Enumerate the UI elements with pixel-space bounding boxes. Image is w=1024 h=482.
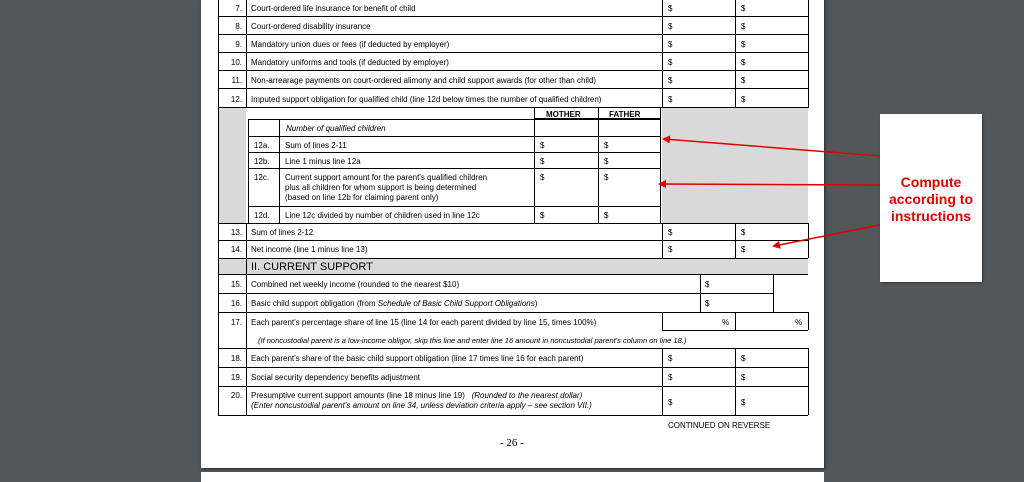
line-label: Sum of lines 2-12 [251, 228, 314, 237]
father-amount-field[interactable]: $ [741, 76, 746, 85]
line-number: 12. [230, 95, 242, 104]
mother-amount-field[interactable]: $ [668, 95, 673, 104]
line-label: Combined net weekly income (rounded to the nearest $10) [251, 280, 460, 289]
line-label: Mandatory uniforms and tools (if deducted by employer) [251, 58, 449, 67]
father-amount-field[interactable]: $ [604, 157, 609, 166]
line-number: 15. [230, 280, 242, 289]
mother-amount-field[interactable]: $ [668, 398, 673, 407]
mother-amount-field[interactable]: $ [668, 76, 673, 85]
line-label: Social security dependency benefits adjustment [251, 373, 420, 382]
mother-amount-field[interactable]: $ [668, 373, 673, 382]
father-percent-field[interactable]: % [795, 318, 803, 327]
line-label: Each parent's share of the basic child support obligation (line 17 times line 16 for each parent) [251, 354, 584, 363]
father-amount-field[interactable]: $ [604, 141, 609, 150]
line-label: Presumptive current support amounts (line 18 minus line 19) (Rounded to the nearest dollar) [251, 391, 583, 400]
subline-label: plus all children for whom support is being determined [285, 183, 477, 192]
section-title: II. CURRENT SUPPORT [251, 261, 373, 273]
father-amount-field[interactable]: $ [604, 173, 609, 182]
line-label: Net income (line 1 minus line 13) [251, 245, 368, 254]
mother-percent-field[interactable]: % [722, 318, 730, 327]
line-number: 10. [230, 58, 242, 67]
line-number: 20. [230, 391, 242, 400]
father-amount-field[interactable]: $ [741, 354, 746, 363]
line-number: 19. [230, 373, 242, 382]
subline-label: Sum of lines 2-11 [285, 141, 347, 150]
father-amount-field[interactable]: $ [741, 228, 746, 237]
father-amount-field[interactable]: $ [741, 95, 746, 104]
mother-amount-field[interactable]: $ [540, 211, 545, 220]
continued-note: CONTINUED ON REVERSE [668, 421, 771, 430]
line-label: Basic child support obligation (from Schedule of Basic Child Support Obligations) [251, 299, 538, 308]
mother-amount-field[interactable]: $ [668, 22, 673, 31]
subline-number: 12b. [254, 157, 270, 166]
mother-amount-field[interactable]: $ [668, 58, 673, 67]
line-number: 13. [230, 228, 242, 237]
line-number: 7. [235, 4, 242, 13]
father-amount-field[interactable]: $ [741, 245, 746, 254]
mother-amount-field[interactable]: $ [668, 4, 673, 13]
father-amount-field[interactable]: $ [741, 22, 746, 31]
father-amount-field[interactable]: $ [741, 40, 746, 49]
page-number: - 26 - [500, 437, 524, 449]
arrow-to-12 [664, 139, 880, 156]
mother-amount-field[interactable]: $ [540, 157, 545, 166]
line-note: (If noncustodial parent is a low-income obligor, skip this line and enter line 16 amount in noncustodial parent's column on line 18.) [258, 336, 687, 345]
subline-number: 12a. [254, 141, 270, 150]
line-label: Each parent's percentage share of line 15 (line 14 for each parent divided by line 15, times 100%) [251, 318, 597, 327]
father-amount-field[interactable]: $ [741, 373, 746, 382]
subline-label: Line 12c divided by number of children used in line 12c [285, 211, 480, 220]
subline-label: (based on line 12b for claiming parent only) [285, 193, 439, 202]
line-number: 18. [230, 354, 242, 363]
mother-amount-field[interactable]: $ [540, 173, 545, 182]
annotation-text: Compute according to instructions [888, 174, 973, 224]
line-number: 8. [235, 22, 242, 31]
line-label: Non-arrearage payments on court-ordered alimony and child support awards (for other than child) [251, 76, 597, 85]
line-note: (Enter noncustodial parent's amount on line 34, unless deviation criteria apply – see section VII.) [251, 401, 592, 410]
arrow-to-12c [660, 184, 880, 185]
father-amount-field[interactable]: $ [741, 58, 746, 67]
subline-label: Line 1 minus line 12a [285, 157, 361, 166]
combined-amount-field[interactable]: $ [705, 280, 710, 289]
mother-amount-field[interactable]: $ [668, 245, 673, 254]
line-label: Court-ordered disability insurance [251, 22, 371, 31]
mother-amount-field[interactable]: $ [668, 354, 673, 363]
subline-number: 12c. [254, 173, 270, 182]
mother-amount-field[interactable]: $ [668, 228, 673, 237]
subline-label: Current support amount for the parent's qualified children [285, 173, 488, 182]
combined-amount-field[interactable]: $ [705, 299, 710, 308]
father-column-header: FATHER [609, 110, 641, 119]
subline-number: 12d. [254, 211, 270, 220]
qualified-children-label: Number of qualified children [286, 124, 386, 133]
father-amount-field[interactable]: $ [604, 211, 609, 220]
mother-amount-field[interactable]: $ [540, 141, 545, 150]
line-label: Mandatory union dues or fees (if deducted by employer) [251, 40, 450, 49]
line-number: 16. [230, 299, 242, 308]
line-number: 11. [231, 76, 242, 85]
line-number: 9. [235, 40, 242, 49]
father-amount-field[interactable]: $ [741, 4, 746, 13]
line-label: Imputed support obligation for qualified child (line 12d below times the number of qualified children) [251, 95, 602, 104]
line-number: 14. [230, 245, 242, 254]
line-number: 17. [230, 318, 242, 327]
father-amount-field[interactable]: $ [741, 398, 746, 407]
mother-amount-field[interactable]: $ [668, 40, 673, 49]
mother-column-header: MOTHER [546, 110, 581, 119]
line-label: Court-ordered life insurance for benefit of child [251, 4, 416, 13]
arrow-to-14 [774, 225, 880, 246]
